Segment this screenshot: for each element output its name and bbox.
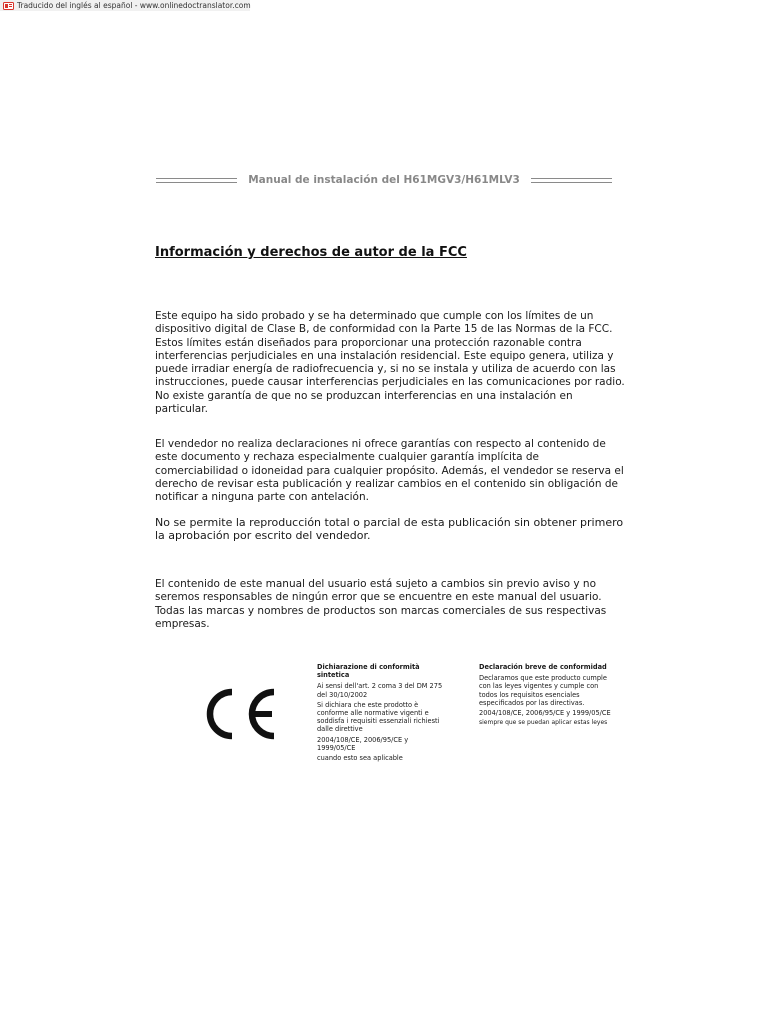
declaration-italian	[317, 663, 445, 764]
declaration-spanish-line: Declaramos que este producto cumple con las leyes vigentes y cumple con todos los requisitos esenciales especificados por las directivas.	[479, 674, 607, 707]
declaration-spanish-line: siempre que se puedan aplicar estas leyes	[479, 719, 608, 727]
ce-mark-icon	[200, 688, 278, 740]
declaration-spanish-line: 2004/108/CE, 2006/95/CE y 1999/05/CE	[479, 709, 611, 718]
declaration-italian-line: Si dichiara che este prodotto è conforme alle normative vigenti e soddisfa i requisiti essenziali richiesti dalle direttive	[317, 700, 440, 734]
manual-title: Manual de instalación del H61MGV3/H61MLV3	[248, 174, 520, 186]
running-header	[156, 172, 612, 188]
declaration-italian-line: cuando esto sea aplicable	[317, 754, 403, 763]
section-heading: Información y derechos de autor de la FCC	[155, 245, 467, 260]
warranty-disclaimer-paragraph: El vendedor no realiza declaraciones ni ofrece garantías con respecto al contenido de este documento y rechaza especialmente cualquier garantía implícita de comerciabilidad o idoneidad para cualquier propósito. Además, el vendedor se reserva el derecho de revisar esta publicación y realizar cambios en el contenido sin obligación de notificar a ninguna parte con antelación.	[155, 438, 624, 504]
header-rule-left	[156, 178, 237, 183]
fcc-statement-paragraph: Este equipo ha sido probado y se ha determinado que cumple con los límites de un dispositivo digital de Clase B, de conformidad con la Parte 15 de las Normas de la FCC. Estos límites están diseñados para proporcionar una protección razonable contra interferencias perjudiciales en una instalación residencial. Este equipo genera, utiliza y puede irradiar energía de radiofrecuencia y, si no se instala y utiliza de acuerdo con las instrucciones, puede causar interferencias perjudiciales en las comunicaciones por radio. No existe garantía de que no se produzcan interferencias en una instalación en particular.	[155, 310, 625, 416]
declaration-italian-line: Ai sensi dell'art. 2 coma 3 del DM 275 del 30/10/2002	[317, 682, 443, 699]
translate-icon	[3, 2, 14, 10]
translator-banner[interactable]	[0, 0, 250, 11]
declaration-spanish	[479, 663, 613, 729]
translator-banner-text[interactable]: Traducido del inglés al español - www.onlinedoctranslator.com	[17, 1, 251, 10]
reproduction-notice-paragraph: No se permite la reproducción total o parcial de esta publicación sin obtener primero la aprobación por escrito del vendedor.	[155, 516, 624, 543]
declaration-spanish-title: Declaración breve de conformidad	[479, 663, 607, 671]
header-rule-right	[531, 178, 612, 183]
trademark-notice-paragraph: El contenido de este manual del usuario está sujeto a cambios sin previo aviso y no seremos responsables de ningún error que se encuentre en este manual del usuario. Todas las marcas y nombres de productos son marcas comerciales de sus respectivas empresas.	[155, 578, 607, 630]
declaration-italian-title: Dichiarazione di conformità sintetica	[317, 663, 420, 680]
declaration-italian-line: 2004/108/CE, 2006/95/CE y 1999/05/CE	[317, 735, 409, 752]
